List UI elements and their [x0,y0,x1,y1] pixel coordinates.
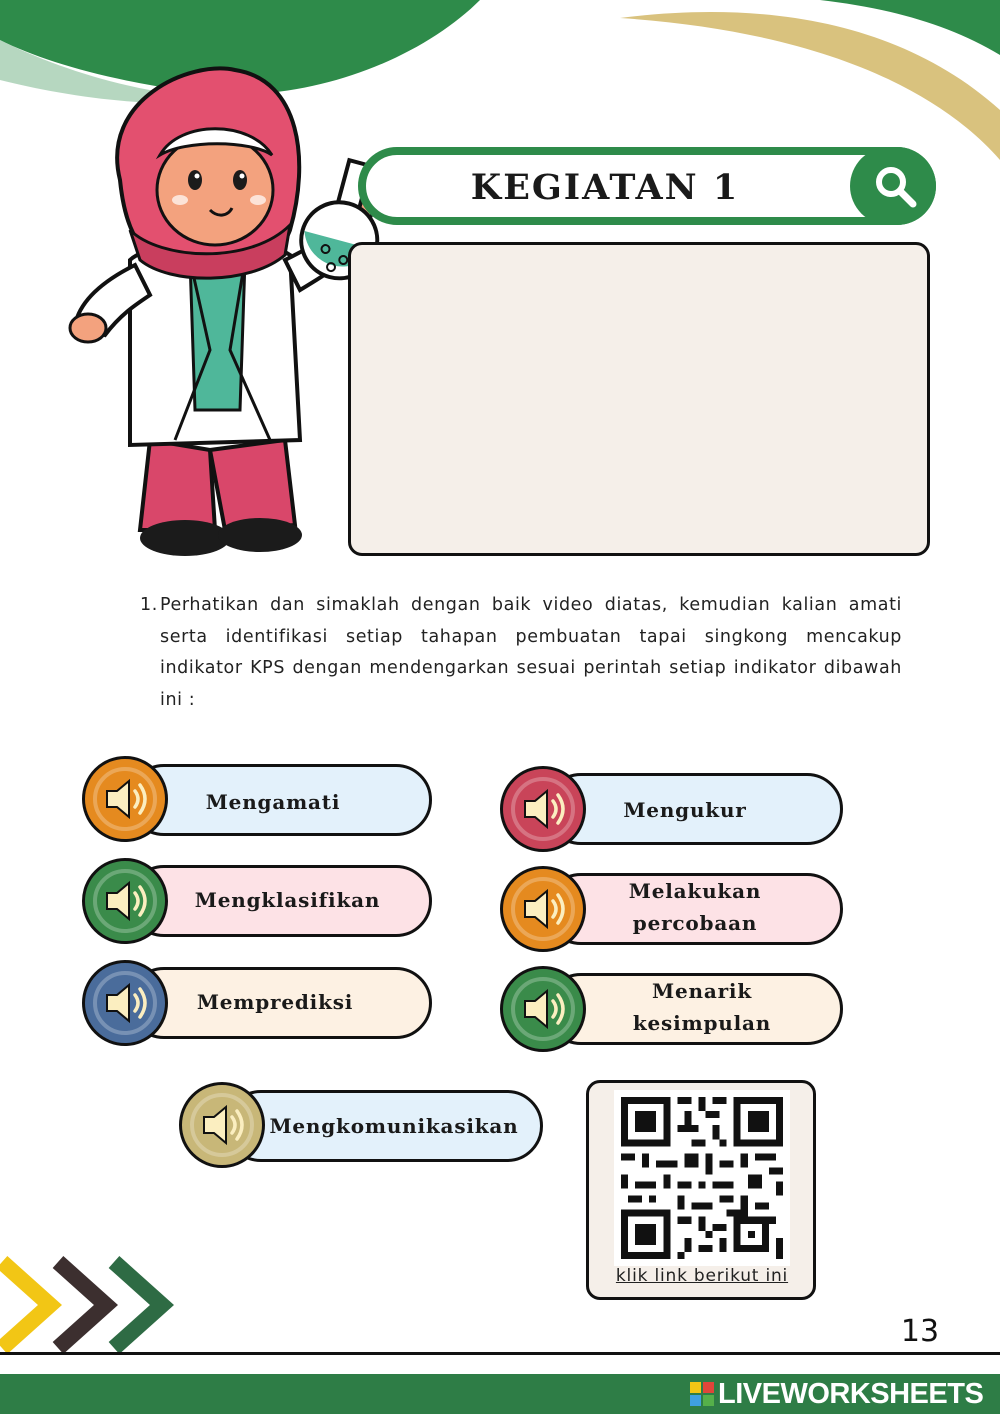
brand-name: LIVEWORKSHEETS [718,1377,984,1410]
qr-code[interactable] [614,1090,790,1266]
indicator-label-mengkomunikasikan: Mengkomunikasikan [269,1114,519,1138]
indicator-label-menarik-kesimpulan: Menarik kesimpulan [632,979,772,1035]
speaker-icon [85,861,165,941]
instruction-text: Perhatikan dan simaklah dengan baik video diatas, kemudian kalian amati serta identifikasi setiap tahapan pembuatan tapai singkong mencakup indikator KPS dengan mendengarkan sesuai perintah setiap indikator dibawah ini : [160,595,902,710]
instruction-paragraph [140,590,902,716]
indicator-label-mengamati: Mengamati [205,790,341,814]
speaker-icon [85,759,165,839]
indicator-label-melakukan-percobaan: Melakukan percobaan [628,879,762,935]
audio-button-mengklasifikan[interactable] [82,858,168,944]
instruction-number: 1. [140,595,158,615]
audio-button-melakukan-percobaan[interactable] [500,866,586,952]
audio-button-mengkomunikasikan[interactable] [179,1082,265,1168]
search-icon [873,164,917,208]
speaker-icon [85,963,165,1043]
brand-logo[interactable] [690,1376,995,1412]
indicator-label-mengukur: Mengukur [623,798,747,822]
search-button[interactable] [850,147,936,225]
page-number: 13 [900,1314,940,1349]
video-panel[interactable] [348,242,930,556]
audio-button-memprediksi[interactable] [82,960,168,1046]
indicator-label-mengklasifikan: Mengklasifikan [194,888,381,912]
liveworksheets-logo-icon [690,1382,714,1406]
speaker-icon [503,869,583,949]
speaker-icon [503,769,583,849]
activity-title: KEGIATAN 1 [470,167,740,208]
audio-button-mengukur[interactable] [500,766,586,852]
audio-button-mengamati[interactable] [82,756,168,842]
audio-button-menarik-kesimpulan[interactable] [500,966,586,1052]
speaker-icon [503,969,583,1049]
qr-link[interactable]: klik link berikut ini [615,1266,789,1286]
speaker-icon [182,1085,262,1165]
chevron-arrows-icon [2,1262,162,1348]
footer-divider [0,1352,1000,1355]
indicator-label-memprediksi: Memprediksi [196,990,354,1014]
